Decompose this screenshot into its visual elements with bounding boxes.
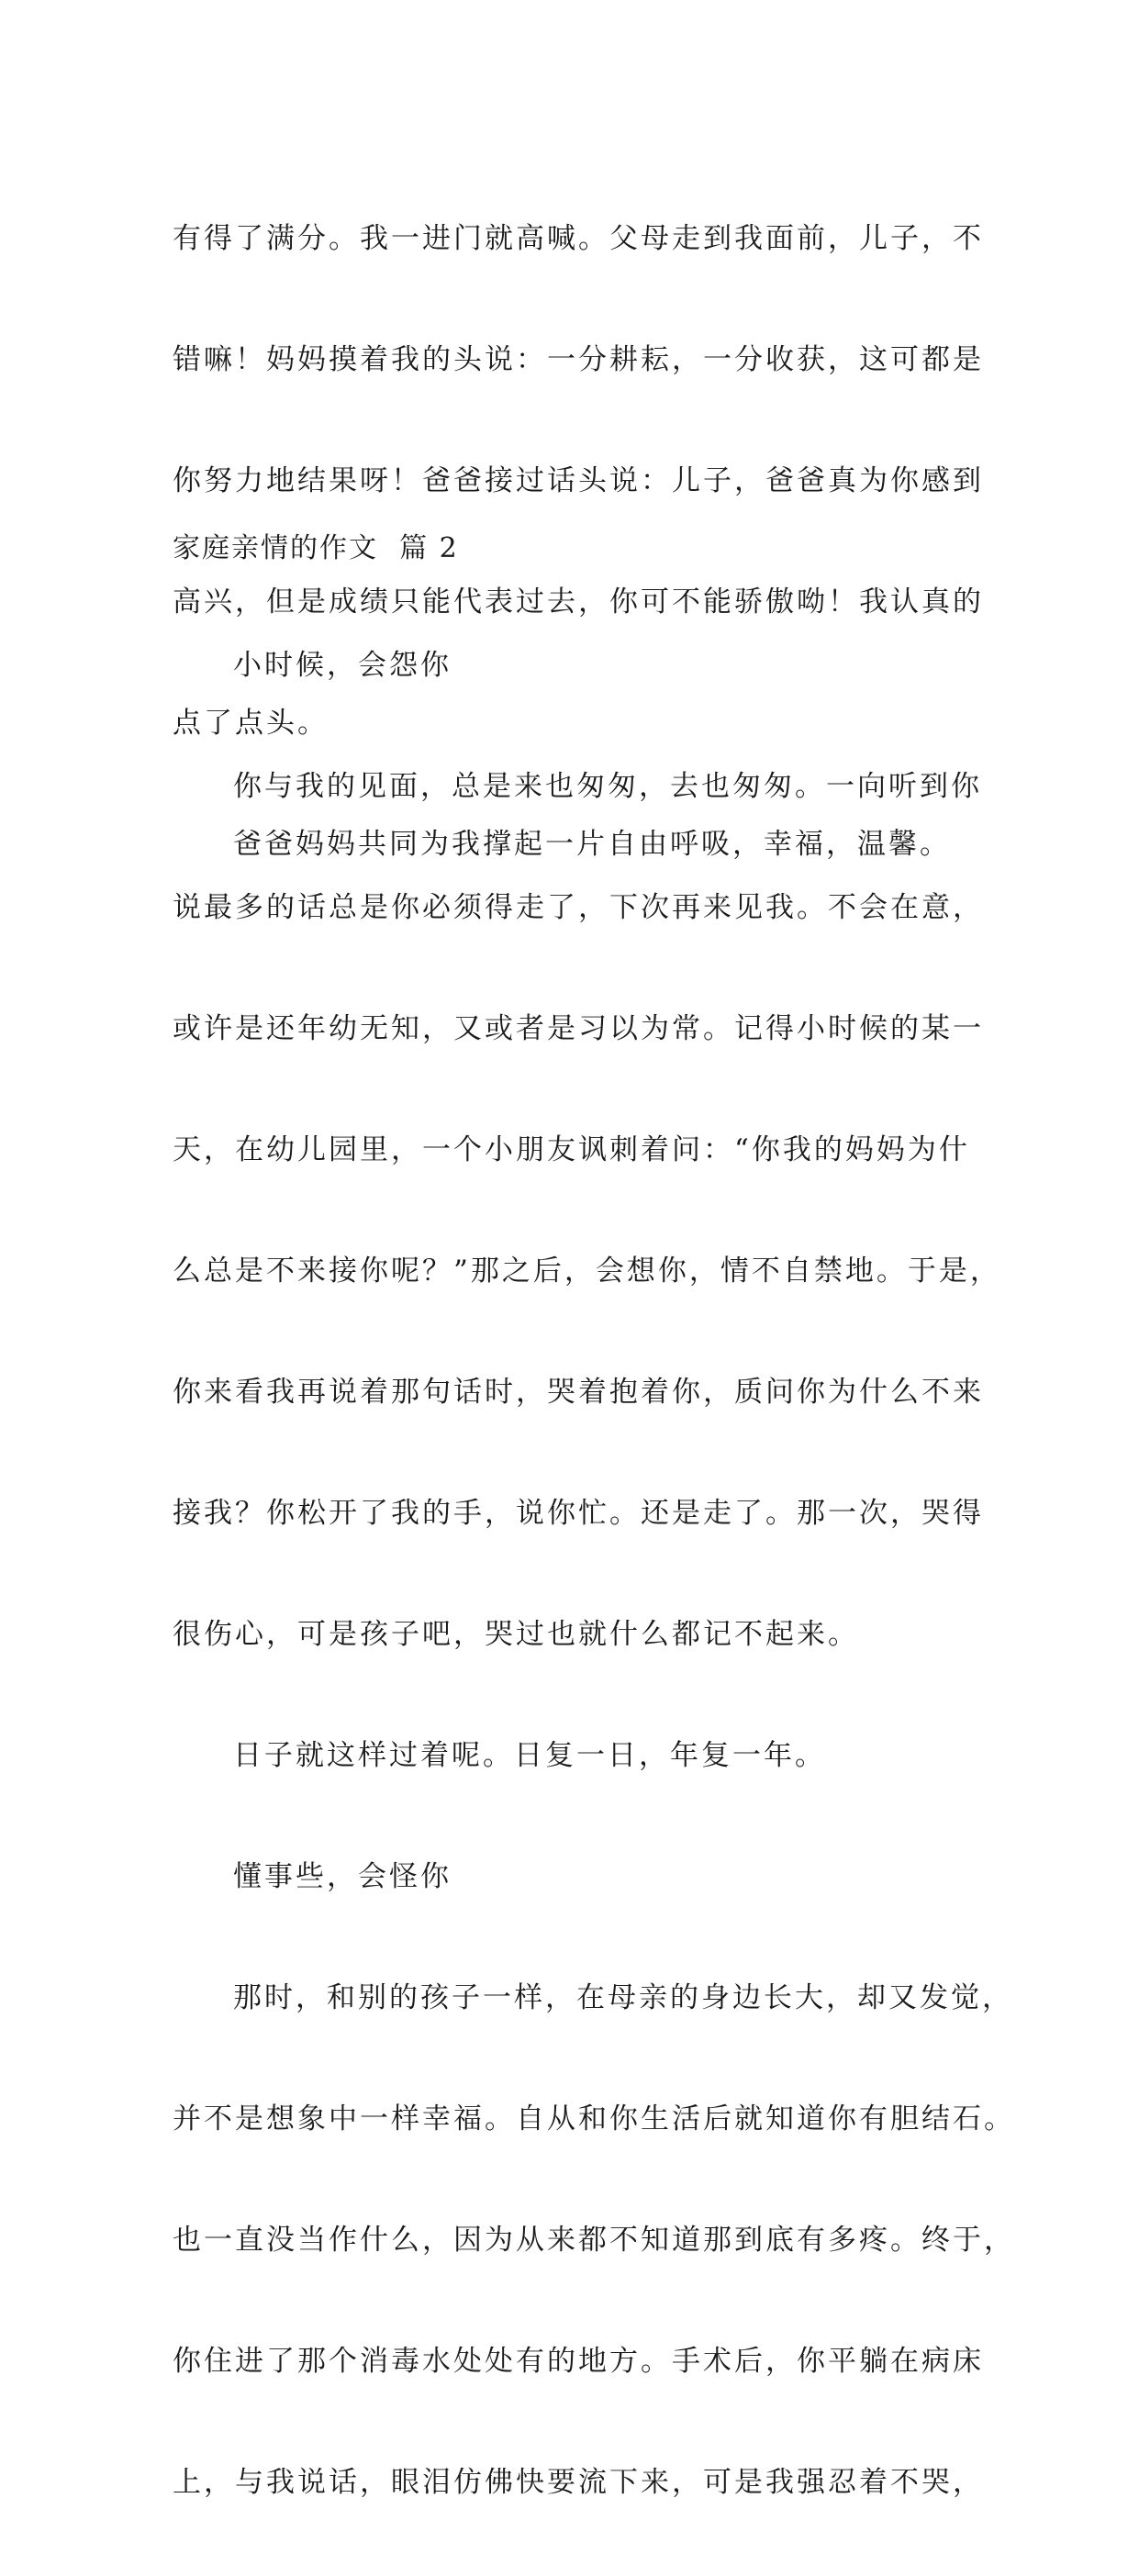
paragraph-line: 并不是想象中一样幸福。自从和你生活后就知道你有胆结石。 bbox=[173, 2102, 1015, 2136]
paragraph-line: 也一直没当作什么，因为从来都不知道那到底有多疼。终于， bbox=[173, 2224, 1015, 2257]
subheading: 懂事些，会怪你 bbox=[233, 1860, 452, 1893]
paragraph-line: 或许是还年幼无知，又或者是习以为常。记得小时候的某一 bbox=[173, 1012, 984, 1045]
paragraph-line: 日子就这样过着呢。日复一日，年复一年。 bbox=[233, 1739, 826, 1772]
paragraph-line: 接我？你松开了我的手，说你忙。还是走了。那一次，哭得 bbox=[173, 1497, 984, 1530]
paragraph-line: 错嘛！妈妈摸着我的头说：一分耕耘，一分收获，这可都是 bbox=[173, 343, 984, 376]
section-heading: 家庭亲情的作文 篇 2 bbox=[173, 532, 459, 564]
paragraph-line: 有得了满分。我一进门就高喊。父母走到我面前，儿子，不 bbox=[173, 222, 984, 255]
subheading: 小时候，会怨你 bbox=[233, 649, 452, 682]
paragraph-line: 你住进了那个消毒水处处有的地方。手术后，你平躺在病床 bbox=[173, 2345, 984, 2378]
paragraph-line: 你与我的见面，总是来也匆匆，去也匆匆。一向听到你 bbox=[233, 770, 982, 803]
paragraph-line: 上，与我说话，眼泪仿佛快要流下来，可是我强忍着不哭， bbox=[173, 2466, 984, 2499]
paragraph-line: 么总是不来接你呢？”那之后，会想你，情不自禁地。于是， bbox=[173, 1255, 1001, 1288]
paragraph-line: 那时，和别的孩子一样，在母亲的身边长大，却又发觉， bbox=[233, 1981, 1013, 2014]
paragraph-line: 高兴，但是成绩只能代表过去，你可不能骄傲呦！我认真的 bbox=[173, 585, 984, 619]
paragraph-line: 天，在幼儿园里，一个小朋友讽刺着问：“你我的妈妈为什 bbox=[173, 1133, 970, 1166]
paragraph-line: 你努力地结果呀！爸爸接过话头说：儿子，爸爸真为你感到 bbox=[173, 464, 984, 497]
paragraph-line: 爸爸妈妈共同为我撑起一片自由呼吸，幸福，温馨。 bbox=[233, 828, 951, 861]
paragraph-line: 说最多的话总是你必须得走了，下次再来见我。不会在意， bbox=[173, 891, 984, 924]
paragraph-line: 点了点头。 bbox=[173, 707, 329, 740]
section-2-body bbox=[173, 572, 1015, 2576]
paragraph-line: 你来看我再说着那句话时，哭着抱着你，质问你为什么不来 bbox=[173, 1376, 984, 1409]
paragraph-line: 很伤心，可是孩子吧，哭过也就什么都记不起来。 bbox=[173, 1618, 859, 1651]
